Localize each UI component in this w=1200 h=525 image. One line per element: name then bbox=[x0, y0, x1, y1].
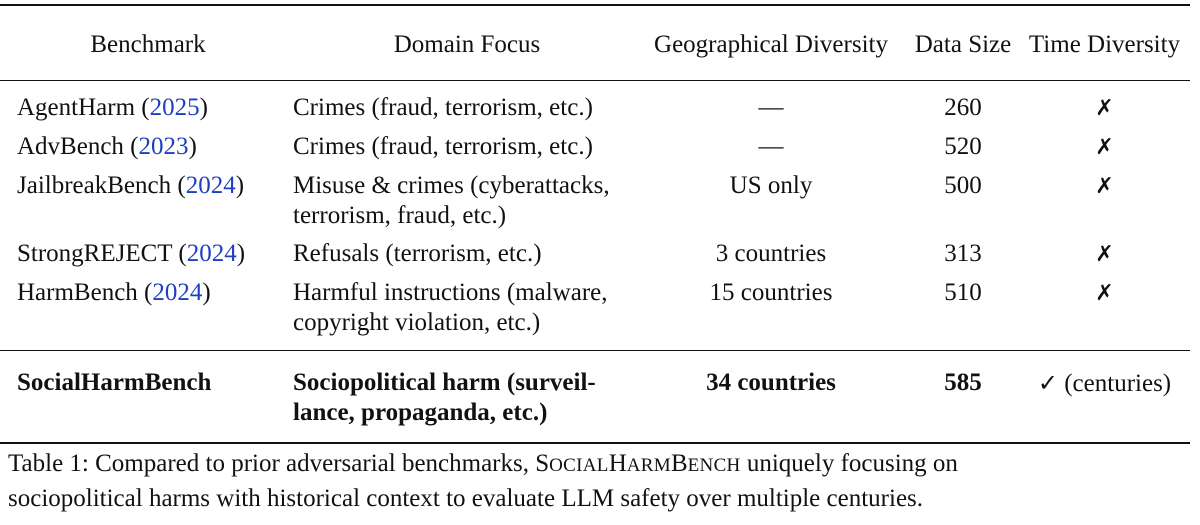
header-benchmark: Benchmark bbox=[90, 31, 206, 58]
benchmark-cell: JailbreakBench (2024) bbox=[17, 172, 245, 199]
benchmark-name: AdvBench bbox=[17, 133, 124, 160]
size-cell: 520 bbox=[944, 133, 982, 160]
domain-cell bbox=[279, 124, 641, 163]
header-geographical-diversity: Geographical Diversity bbox=[654, 31, 888, 58]
benchmark-name: SocialHarmBench bbox=[17, 369, 212, 396]
header-domain-focus: Domain Focus bbox=[393, 31, 541, 58]
domain-text-line-1: Misuse & crimes (cyberattacks, bbox=[293, 172, 610, 199]
benchmark-name: AgentHarm bbox=[17, 94, 136, 121]
domain-text-line-2: lance, propaganda, etc.) bbox=[293, 399, 548, 426]
geo-cell: 15 countries bbox=[709, 279, 833, 306]
caption-prefix: Table 1: Compared to prior adversarial benchmarks, bbox=[8, 450, 536, 477]
header-time-diversity: Time Diversity bbox=[1028, 31, 1181, 58]
domain-text-line-1: Harmful instructions (malware, bbox=[293, 279, 608, 306]
table-row bbox=[0, 81, 1190, 125]
cross-mark-icon: ✗ bbox=[1095, 281, 1114, 306]
benchmark-cell: AgentHarm (2025) bbox=[17, 94, 208, 121]
domain-text-line-1: Sociopolitical harm (surveil- bbox=[293, 369, 596, 396]
geo-cell: — bbox=[758, 133, 784, 160]
time-cell bbox=[1025, 231, 1190, 270]
cross-mark-icon: ✗ bbox=[1095, 242, 1114, 267]
citation-link[interactable]: 2024 bbox=[152, 279, 203, 306]
time-cell bbox=[1025, 351, 1190, 444]
citation-link[interactable]: 2024 bbox=[185, 172, 236, 199]
benchmark-comparison-table bbox=[0, 4, 1190, 444]
table-caption bbox=[8, 447, 1192, 515]
geo-cell: 34 countries bbox=[706, 369, 836, 396]
benchmark-cell: StrongREJECT (2024) bbox=[17, 240, 246, 267]
size-cell: 313 bbox=[944, 240, 982, 267]
check-mark-icon: ✓ bbox=[1037, 369, 1058, 397]
table-row bbox=[0, 163, 1190, 231]
cross-mark-icon: ✗ bbox=[1095, 135, 1114, 160]
cross-mark-icon: ✗ bbox=[1095, 174, 1114, 199]
domain-cell bbox=[279, 163, 641, 231]
benchmark-cell: AdvBench (2023) bbox=[17, 133, 197, 160]
domain-text: Refusals (terrorism, etc.) bbox=[293, 240, 542, 267]
cross-mark-icon: ✗ bbox=[1095, 96, 1114, 121]
size-cell: 500 bbox=[944, 172, 982, 199]
table-header-row bbox=[0, 5, 1190, 81]
domain-text-line-2: terrorism, fraud, etc.) bbox=[293, 202, 507, 229]
caption-line2: sociopolitical harms with historical context to evaluate LLM safety over multiple centuries. bbox=[8, 485, 924, 512]
citation-link[interactable]: 2024 bbox=[186, 240, 237, 267]
table-row bbox=[0, 124, 1190, 163]
benchmark-name: HarmBench bbox=[17, 279, 138, 306]
domain-cell bbox=[279, 270, 641, 351]
domain-cell bbox=[279, 351, 641, 444]
time-cell bbox=[1025, 163, 1190, 231]
table-row bbox=[0, 231, 1190, 270]
citation-link[interactable]: 2025 bbox=[149, 94, 200, 121]
header-data-size: Data Size bbox=[914, 31, 1012, 58]
domain-text: Crimes (fraud, terrorism, etc.) bbox=[293, 94, 593, 121]
benchmark-name: JailbreakBench bbox=[17, 172, 172, 199]
caption-benchmark-name: SOCIALHARMBENCH bbox=[535, 450, 741, 477]
geo-cell: — bbox=[758, 94, 784, 121]
domain-text: Crimes (fraud, terrorism, etc.) bbox=[293, 133, 593, 160]
time-note: (centuries) bbox=[1064, 370, 1172, 397]
table-row-ours bbox=[0, 351, 1190, 444]
benchmark-cell bbox=[0, 351, 279, 444]
size-cell: 510 bbox=[944, 279, 982, 306]
size-cell: 260 bbox=[944, 94, 982, 121]
geo-cell: 3 countries bbox=[715, 240, 827, 267]
geo-cell: US only bbox=[729, 172, 813, 199]
time-cell bbox=[1025, 81, 1190, 125]
domain-cell bbox=[279, 81, 641, 125]
benchmark-name: StrongREJECT bbox=[17, 240, 173, 267]
table-row bbox=[0, 270, 1190, 351]
domain-cell bbox=[279, 231, 641, 270]
benchmark-cell: HarmBench (2024) bbox=[17, 279, 211, 306]
domain-text-line-2: copyright violation, etc.) bbox=[293, 309, 541, 336]
time-cell bbox=[1025, 270, 1190, 351]
caption-line1-end: uniquely focusing on bbox=[740, 450, 958, 477]
citation-link[interactable]: 2023 bbox=[138, 133, 189, 160]
time-cell bbox=[1025, 124, 1190, 163]
size-cell: 585 bbox=[944, 369, 982, 396]
